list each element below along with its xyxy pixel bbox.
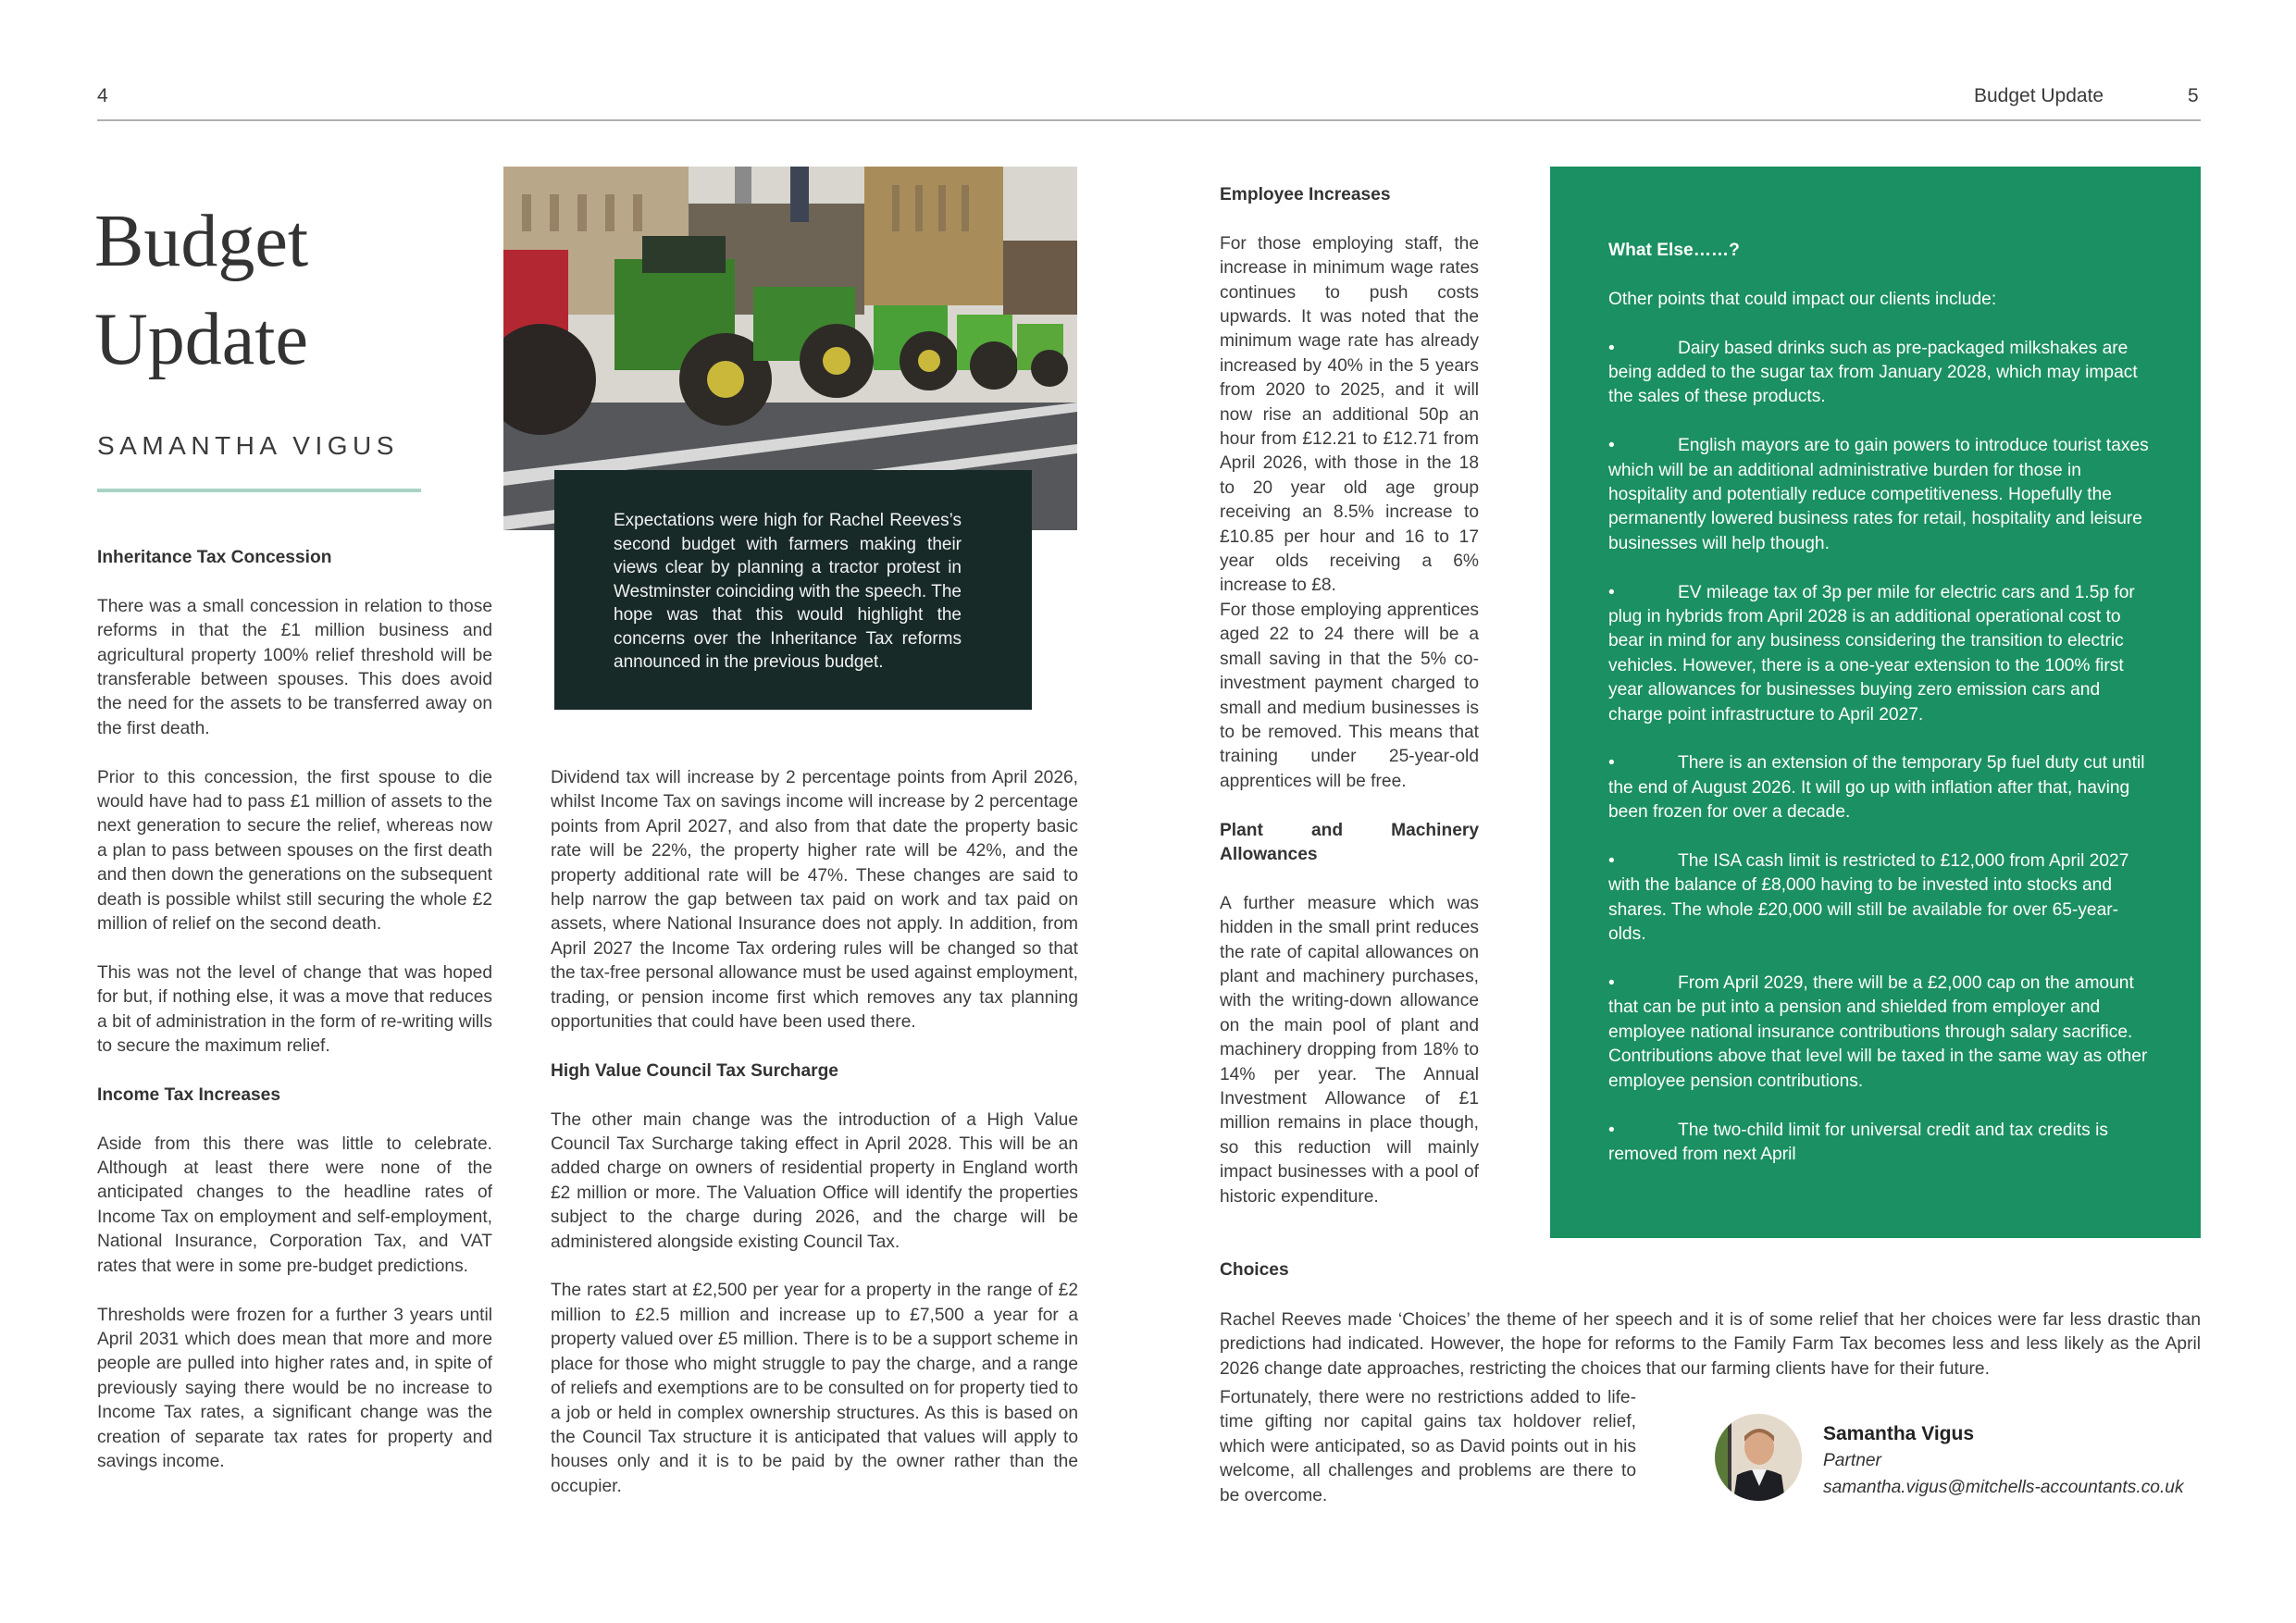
accent-rule bbox=[97, 489, 421, 492]
author-name: Samantha Vigus bbox=[1823, 1423, 1974, 1444]
bullet-icon: • bbox=[1608, 338, 1615, 358]
section-heading-employee: Employee Increases bbox=[1220, 185, 1391, 204]
left-page-number: 4 bbox=[97, 85, 108, 106]
header-rule bbox=[97, 119, 2201, 121]
page-title bbox=[94, 192, 308, 389]
what-else-panel bbox=[1550, 167, 2201, 1238]
what-else-heading: What Else……? bbox=[1608, 241, 1740, 260]
bullet-icon: • bbox=[1608, 973, 1615, 994]
author-role: Partner bbox=[1823, 1451, 1881, 1470]
right-page-number: 5 bbox=[2188, 85, 2199, 106]
portrait-illustration bbox=[1715, 1414, 1802, 1501]
bullet-icon: • bbox=[1608, 753, 1615, 774]
running-title: Budget Update bbox=[1974, 85, 2104, 106]
bullet-icon: • bbox=[1608, 582, 1615, 602]
section-heading-council-tax: High Value Council Tax Surcharge bbox=[551, 1060, 838, 1081]
list-item: • EV mileage tax of 3p per mile for electric cars and 1.5p for plug in hybrids from April 2028 is an additional operational cost to bear in mind for any business considering the transition to electric vehicles. However, there is a one-year extension to the 100% first year allowances for businesses buying zero emission cars and charge point infrastructure to April 2027. bbox=[1608, 582, 2135, 725]
paragraph: A further measure which was hidden in the small print reduces the rate of capital allowances on plant and machinery purchases, with the writing-down allowance on the main pool of plant and machinery dropping from 18% to 14% per year. The Annual Investment Allowance of £1 million remains in place though, so this reduction will mainly impact businesses with a pool of historic expenditure. bbox=[1220, 893, 1479, 1207]
title-line-2: Update bbox=[94, 299, 309, 380]
column-1 bbox=[97, 546, 492, 1499]
paragraph: The rates start at £2,500 per year for a property in the range of £2 million to £2.5 million and increase up to £7,500 a year for a property valued over £5 million. There is to be a support scheme in place for those who might struggle to pay the charge, and a range of reliefs and exemptions are to be consulted on for property tied to a job or held in complex ownership structures. As this is based on the Council Tax structure it is anticipated that values will apply to houses only and it is to be paid by the owner rather than the occupier. bbox=[551, 1281, 1078, 1496]
paragraph: There was a small concession in relation to those reforms in that the £1 million business and agricultural property 100% relief threshold will be transferable between spouses. This does avoid the need for the assets to be transferred away on the first death. bbox=[97, 596, 492, 738]
list-item: • The two-child limit for universal credit and tax credits is removed from next April bbox=[1608, 1120, 2108, 1164]
column-3 bbox=[1220, 183, 1479, 1233]
what-else-content bbox=[1608, 239, 2154, 1192]
list-item: • Dairy based drinks such as pre-packaged milkshakes are being added to the sugar tax from January 2028, which may impact the sales of these products. bbox=[1608, 338, 2138, 407]
choices-paragraph: Rachel Reeves made ‘Choices’ the theme of her speech and it is of some relief that her choices were far less drastic than predictions had indicated. However, the hope for reforms to the Family Farm Tax becomes less and less likely as the April 2026 change date approaches, restricting the choices that our farming clients have for their future. bbox=[1220, 1310, 2201, 1379]
what-else-intro: Other points that could impact our clients include: bbox=[1608, 289, 1997, 309]
choices-paragraph-2: Fortunately, there were no restrictions added to life-time gifting nor capital gains tax holdover relief, which were anticipated, so as David points out in his welcome, all challenges and problems are there to be overcome. bbox=[1220, 1388, 1636, 1505]
section-heading-income-tax: Income Tax Increases bbox=[97, 1084, 281, 1105]
bullet-icon: • bbox=[1608, 851, 1615, 872]
list-item: • There is an extension of the temporary 5p fuel duty cut until the end of August 2026. It will go up with inflation after that, having been frozen for over a decade. bbox=[1608, 753, 2145, 823]
author-byline: SAMANTHA VIGUS bbox=[97, 431, 399, 460]
title-line-1: Budget bbox=[94, 201, 309, 282]
list-item: • The ISA cash limit is restricted to £12,000 from April 2027 with the balance of £8,000 having to be invested into stocks and shares. The whole £20,000 will still be available for over 65-year-olds. bbox=[1608, 851, 2129, 945]
paragraph: The other main change was the introduction of a High Value Council Tax Surcharge taking effect in April 2028. This will be an added charge on owners of residential property in England worth £2 million or more. The Valuation Office will identify the properties subject to the charge during 2026, and the charge will be administered alongside existing Council Tax. bbox=[551, 1109, 1078, 1252]
paragraph: Aside from this there was little to celebrate. Although at least there were none of the anticipated changes to the headline rates of Income Tax on employment and self-employment, National Insurance, Corporation Tax, and VAT rates that were in some pre-budget predictions. bbox=[97, 1134, 492, 1276]
paragraph: Dividend tax will increase by 2 percentage points from April 2026, whilst Income Tax on savings income will increase by 2 percentage points from April 2027, and also from that date the property basic rate will be 22%, the property higher rate will be 42%, and the property additional rate will be 47%. These changes are said to help narrow the gap between tax paid on work and tax paid on assets, where National Insurance does not apply. In addition, from April 2027 the Income Tax ordering rules will be changed so that the tax-free personal allowance must be used against employment, trading, or pension income first which removes any tax planning opportunities that could have been used there. bbox=[551, 768, 1078, 1033]
section-heading-plant-machinery: Plant and Machinery Allowances bbox=[1220, 820, 1479, 864]
photo-caption: Expectations were high for Rachel Reeves’s second budget with farmers making their views clear by planning a tractor protest in Westminster coinciding with the speech. The hope was that this would highlight the concerns over the Inheritance Tax reforms announced in the previous budget. bbox=[614, 511, 962, 672]
section-heading-inheritance: Inheritance Tax Concession bbox=[97, 548, 332, 567]
column-2 bbox=[551, 766, 1078, 1524]
paragraph: For those employing staff, the increase in minimum wage rates continues to push costs upwards. It was noted that the minimum wage rate has already increased by 40% in the 5 years from 2020 to 2025, and it will now rise an additional 50p an hour from £12.21 to £12.71 from April 2026, with those in the 18 to 20 year old age group receiving an 8.5% increase to £10.85 per hour and 16 to 17 year olds receiving a 6% increase to £8. bbox=[1220, 233, 1479, 596]
bullet-icon: • bbox=[1608, 436, 1615, 456]
list-item: • English mayors are to gain powers to introduce tourist taxes which will be an additional administrative burden for those in hospitality and potentially reduce competitiveness. Hopefully the permanently lowered business rates for retail, hospitality and leisure businesses will help though. bbox=[1608, 436, 2149, 553]
photo-caption-box bbox=[554, 470, 1032, 710]
paragraph: Thresholds were frozen for a further 3 years until April 2031 which does mean that more and more people are pulled into higher rates and, in spite of previously saying there would be no increase to Income Tax rates, a significant change was the creation of separate tax rates for property and savings income. bbox=[97, 1305, 492, 1471]
section-heading-choices: Choices bbox=[1220, 1260, 1289, 1280]
list-item: • From April 2029, there will be a £2,000 cap on the amount that can be put into a pension and shielded from employer and employee national insurance contributions through salary sacrifice. Contributions above that level will be taxed in the same way as other employee pension contributions. bbox=[1608, 973, 2148, 1091]
author-avatar bbox=[1715, 1414, 1802, 1501]
paragraph: Prior to this concession, the first spouse to die would have had to pass £1 million of assets to the next generation to secure the relief, whereas now a plan to pass between spouses on the first death and then down the generations on the subsequent death is possible whilst still securing the whole £2 million of relief on the second death. bbox=[97, 767, 492, 935]
paragraph: This was not the level of change that was hoped for but, if nothing else, it was a move that reduces a bit of administration in the form of re-writing wills to secure the maximum relief. bbox=[97, 962, 492, 1057]
paragraph: For those employing apprentices aged 22 to 24 there will be a small saving in that the 5% co-investment payment charged to small and medium businesses is to be removed. This means that training under 25-year-old apprentices will be free. bbox=[1220, 600, 1479, 791]
author-email-link[interactable]: samantha.vigus@mitchells-accountants.co.uk bbox=[1823, 1478, 2184, 1497]
bullet-icon: • bbox=[1608, 1120, 1615, 1140]
